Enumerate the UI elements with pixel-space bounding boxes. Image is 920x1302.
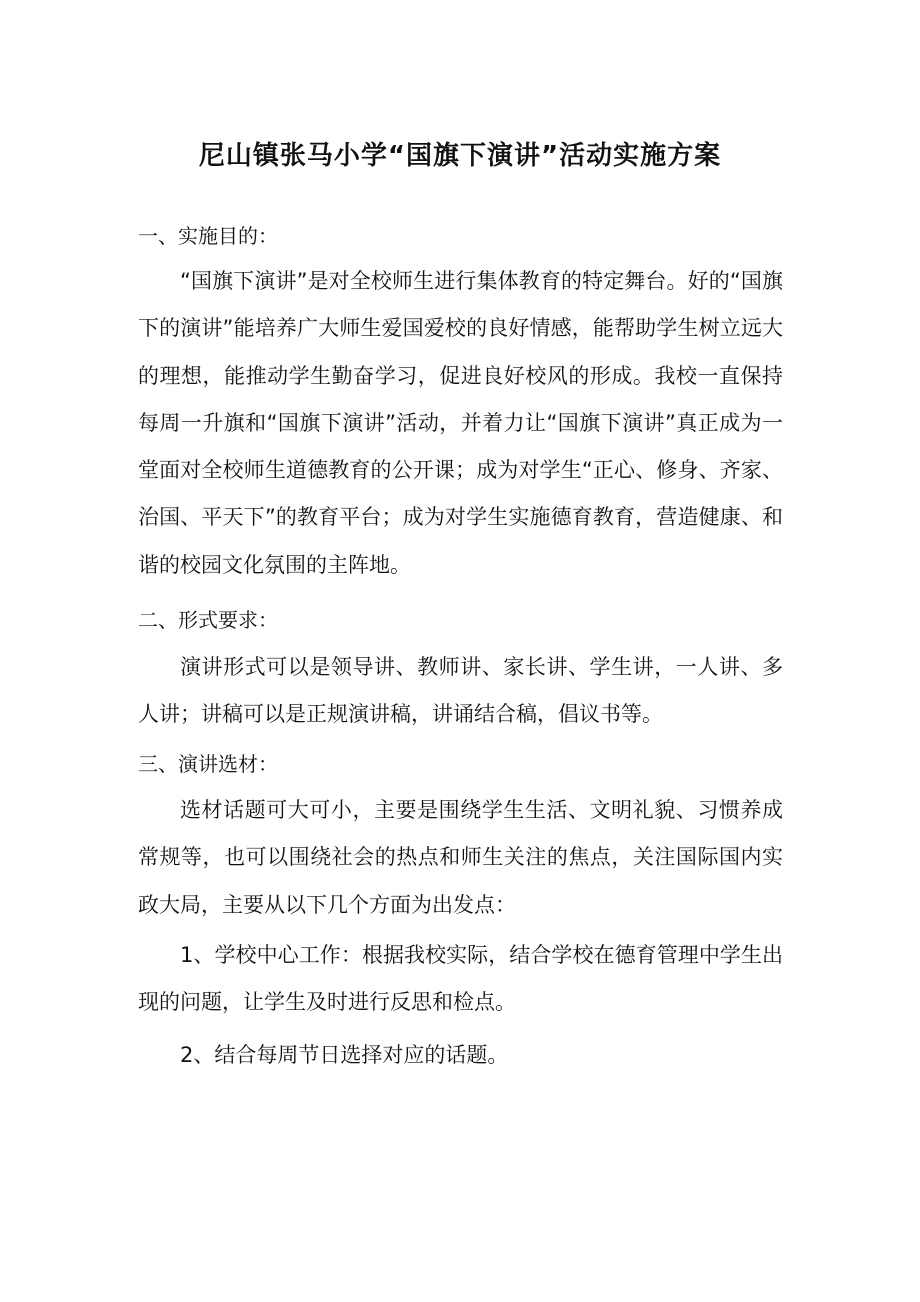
section-heading-format: 二、形式要求： — [138, 608, 278, 632]
paragraph-format: 演讲形式可以是领导讲、教师讲、家长讲、学生讲，一人讲、多人讲；讲稿可以是正规演讲稿，讲诵结合稿，倡议书等。 — [138, 655, 783, 727]
section-heading-topics: 三、演讲选材： — [138, 752, 278, 776]
page-title: 尼山镇张马小学“国旗下演讲”活动实施方案 — [198, 141, 722, 172]
paragraph-purpose: “国旗下演讲”是对全校师生进行集体教育的特定舞台。好的“国旗下的演讲”能培养广大师生爱国爱校的良好情感，能帮助学生树立远大的理想，能推动学生勤奋学习，促进良好校风的形成。我校一直保持每周一升旗和“国旗下演讲”活动，并着力让“国旗下演讲”真正成为一堂面对全校师生道德教育的公开课；成为对学生“正心、修身、齐家、治国、平天下”的教育平台；成为对学生实施德育教育，营造健康、和谐的校园文化氛围的主阵地。 — [138, 269, 783, 577]
paragraph-topics: 选材话题可大可小，主要是围绕学生生活、文明礼貌、习惯养成常规等，也可以围绕社会的热点和师生关注的焦点，关注国际国内实政大局，主要从以下几个方面为出发点： — [138, 798, 783, 917]
paragraph-topic-item-2: 2、结合每周节日选择对应的话题。 — [180, 1043, 509, 1067]
paragraph-topic-item-1: 1、学校中心工作：根据我校实际，结合学校在德育管理中学生出现的问题，让学生及时进行反思和检点。 — [138, 943, 783, 1015]
section-heading-purpose: 一、实施目的： — [138, 224, 278, 248]
